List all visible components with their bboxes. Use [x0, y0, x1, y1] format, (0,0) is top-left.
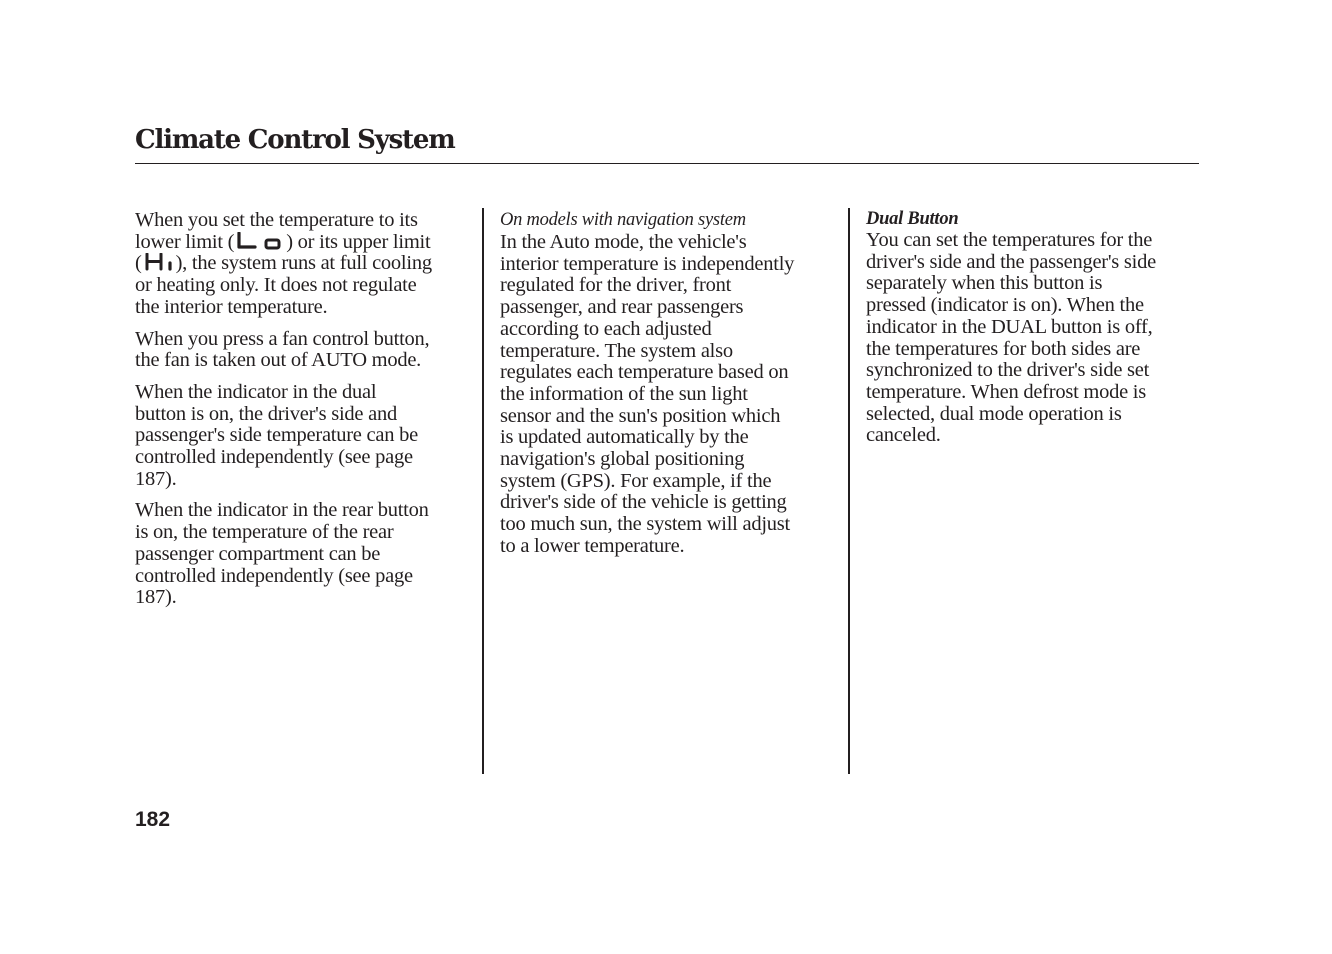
text-line: passenger, and rear passengers	[500, 296, 744, 319]
text-line: button is on, the driver's side and	[135, 402, 397, 425]
paragraph-rear-indicator	[135, 500, 432, 609]
text-line	[135, 253, 432, 275]
text-line: synchronized to the driver's side set	[866, 359, 1150, 382]
text-line: driver's side and the passenger's side	[866, 250, 1156, 273]
text-line: When you press a fan control button,	[135, 327, 430, 350]
text-line: interior temperature is independently	[500, 252, 795, 275]
page-number: 182	[135, 808, 171, 831]
text-line: When you set the temperature to its	[135, 209, 418, 231]
text-fragment: ), the system runs at full cooling	[175, 252, 432, 275]
section-heading-navigation: On models with navigation system	[500, 210, 746, 230]
text-line: When the indicator in the rear button	[135, 499, 429, 522]
text-line: regulated for the driver, front	[500, 274, 732, 297]
column-2	[500, 208, 794, 568]
text-line: controlled independently (see page	[135, 564, 413, 587]
text-fragment: ) or its upper limit	[286, 230, 431, 253]
text-line: according to each adjusted	[500, 317, 712, 340]
text-fragment: lower limit (	[135, 230, 235, 253]
column-3	[866, 208, 1156, 457]
text-line: sensor and the sun's position which	[500, 404, 781, 427]
text-line: canceled.	[866, 424, 941, 447]
text-line: navigation's global positioning	[500, 448, 745, 471]
paragraph-fan-control	[135, 329, 432, 372]
text-line: indicator in the DUAL button is off,	[866, 315, 1153, 338]
column-1	[135, 208, 432, 619]
text-line: temperature. When defrost mode is	[866, 380, 1146, 403]
text-line: the information of the sun light	[500, 382, 748, 405]
column-divider	[482, 208, 484, 774]
text-line: is on, the temperature of the rear	[135, 521, 394, 544]
text-line: driver's side of the vehicle is getting	[500, 491, 787, 514]
text-line: passenger's side temperature can be	[135, 424, 418, 447]
text-line: system (GPS). For example, if the	[500, 469, 772, 492]
text-line: When the indicator in the dual	[135, 380, 377, 403]
text-line: 187).	[135, 467, 177, 490]
paragraph-temperature-limit	[135, 210, 432, 319]
text-line: temperature. The system also	[500, 339, 733, 362]
text-line: You can set the temperatures for the	[866, 229, 1153, 251]
text-line: selected, dual mode operation is	[866, 402, 1122, 425]
text-line: to a lower temperature.	[500, 534, 685, 557]
hi-display-icon	[143, 253, 175, 271]
paragraph-dual-indicator	[135, 382, 432, 491]
text-line: is updated automatically by the	[500, 426, 749, 449]
text-line	[135, 232, 432, 254]
section-heading-dual-button: Dual Button	[866, 209, 959, 229]
text-line: passenger compartment can be	[135, 542, 381, 565]
paragraph-auto-mode	[500, 232, 794, 558]
text-line: or heating only. It does not regulate	[135, 274, 417, 297]
text-line: regulates each temperature based on	[500, 361, 789, 384]
lo-display-icon	[235, 232, 285, 250]
text-line: pressed (indicator is on). When the	[866, 294, 1144, 317]
page-title: Climate Control System	[135, 125, 455, 155]
text-line: the fan is taken out of AUTO mode.	[135, 349, 422, 372]
paragraph-dual-button	[866, 230, 1156, 447]
title-rule	[135, 163, 1199, 164]
column-divider	[848, 208, 850, 774]
text-fragment: (	[135, 252, 142, 275]
text-line: too much sun, the system will adjust	[500, 513, 790, 536]
text-line: separately when this button is	[866, 272, 1103, 295]
text-line: controlled independently (see page	[135, 446, 413, 469]
text-line: In the Auto mode, the vehicle's	[500, 231, 747, 253]
text-line: the temperatures for both sides are	[866, 337, 1141, 360]
text-line: the interior temperature.	[135, 295, 328, 318]
text-line: 187).	[135, 586, 177, 609]
